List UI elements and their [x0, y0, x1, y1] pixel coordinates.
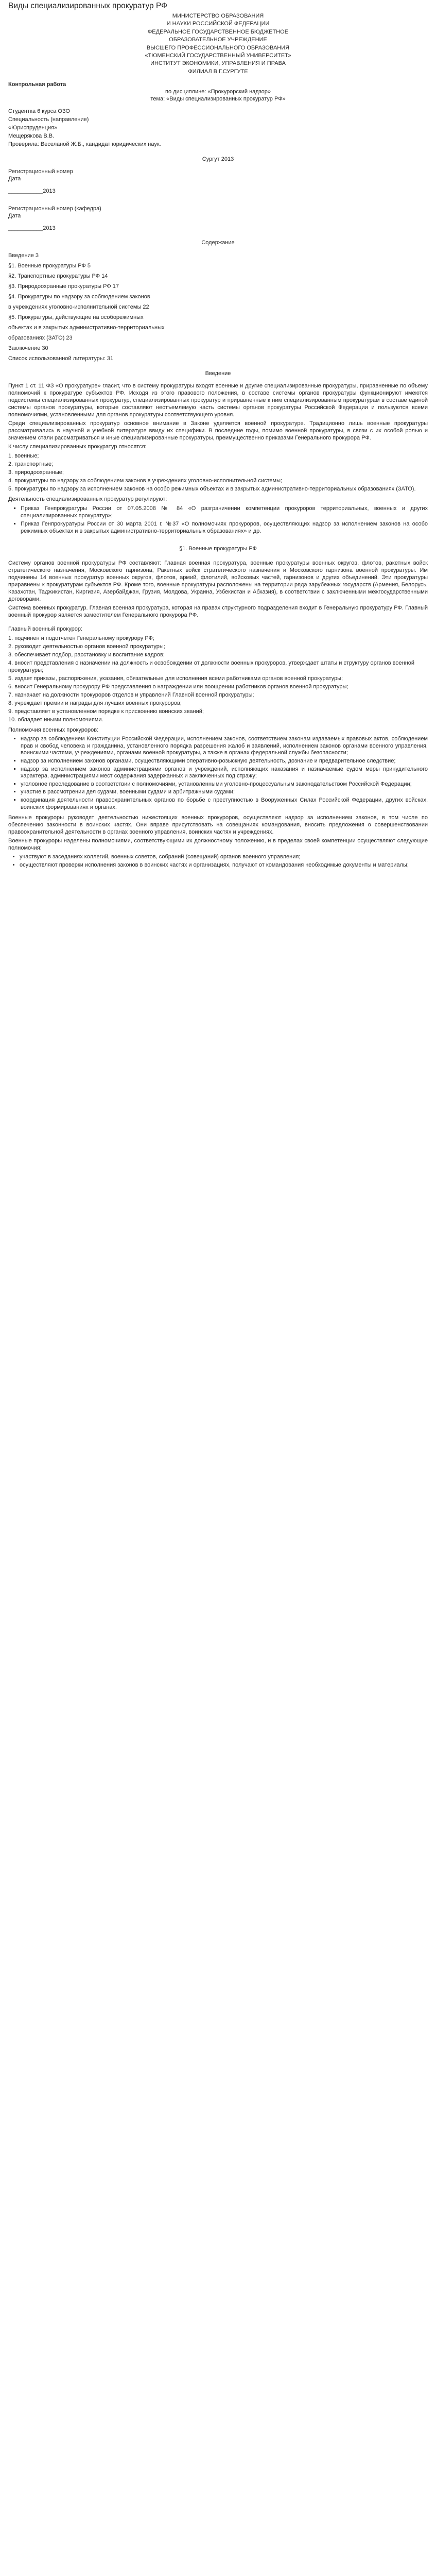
list-item: 1. подчинен и подотчетен Генеральному прокурору РФ;: [8, 635, 154, 642]
list-item: ▪ участие в рассмотрении дел судами, военными судами и арбитражными судами;: [21, 789, 428, 796]
list-item: ▪ Приказ Генпрокуратуры России от 30 марта 2001 г. №37 «О полномочиях прокуроров, осуществляющих надзор за исполнением законов на особо режимных объектах и в закрытых административно-территориальных образованиях» и др.: [21, 520, 428, 535]
registration-label: Регистрационный номер (кафедра): [8, 206, 101, 212]
header-line: ВЫСШЕГО ПРОФЕССИОНАЛЬНОГО ОБРАЗОВАНИЯ: [146, 44, 290, 51]
list-heading: Полномочия военных прокуроров:: [8, 727, 99, 734]
regulation-sources-list: [8, 505, 428, 535]
prosecutor-types-list: [8, 452, 428, 493]
header-line: ФИЛИАЛ В Г.СУРГУТЕ: [188, 68, 248, 75]
intro-paragraph: К числу специализированных прокуратур относятся:: [8, 444, 147, 450]
list-item: 2. транспортные;: [8, 461, 54, 468]
list-item: 5. издает приказы, распоряжения, указания, обязательные для исполнения всеми работниками органов военной прокуратуры;: [8, 675, 343, 682]
section-paragraph: Военные прокуроры наделены полномочиями, соответствующими их должностному положению, и в пределах своей компетенции осуществляют следующие полномочия:: [8, 838, 428, 852]
list-item: ▪ надзор за исполнением законов администрациями органов и учреждений, исполняющих наказания и назначаемые судом меры принудительного характера, администрациями мест содержания задержанных и заключенных под стражу;: [21, 766, 428, 780]
header-line: ФЕДЕРАЛЬНОЕ ГОСУДАРСТВЕННОЕ БЮДЖЕТНОЕ: [147, 28, 289, 35]
header-line: «ТЮМЕНСКИЙ ГОСУДАРСТВЕННЫЙ УНИВЕРСИТЕТ»: [145, 53, 291, 59]
date-label: Дата: [8, 176, 21, 182]
list-item: 7. назначает на должности прокуроров отделов и управлений Главной военной прокуратуры;: [8, 692, 254, 699]
list-heading: Главный военный прокурор:: [8, 626, 83, 633]
header-line: ОБРАЗОВАТЕЛЬНОЕ УЧРЕЖДЕНИЕ: [169, 37, 267, 43]
list-item: 5. прокуратуры по надзору за исполнением законов на особо режимных объектах и в закрытых административно-территориальных образованиях (ЗАТО).: [8, 486, 416, 493]
section-title: §1. Военные прокуратуры РФ: [179, 546, 257, 552]
intro-title: Введение: [205, 370, 231, 377]
registration-block: [8, 168, 428, 195]
chief-prosecutor-powers-list: [8, 635, 428, 723]
list-item: 1. военные;: [8, 453, 39, 460]
header-line: ИНСТИТУТ ЭКОНОМИКИ, УПРАВЛЕНИЯ И ПРАВА: [150, 60, 286, 67]
page-title: Виды специализированных прокуратур РФ: [8, 2, 167, 10]
university-header: [8, 12, 428, 76]
toc-title: Содержание: [201, 240, 235, 246]
student-line: Мещерякова В.В.: [8, 133, 55, 140]
toc-item[interactable]: §5. Прокуратуры, действующие на особорежимных: [8, 314, 144, 321]
powers-bullet-list: [8, 853, 428, 869]
list-item: • участвуют в заседаниях коллегий, военных советов, собраний (совещаний) органов военного управления;: [20, 853, 428, 860]
list-item: • осуществляют проверки исполнения законов в воинских частях и организациях, получают от командования необходимые документы и материалы;: [20, 861, 428, 869]
list-item: 6. вносит Генеральному прокурору РФ представления о награждении или поощрении работников органов военной прокуратуры;: [8, 684, 348, 690]
section-paragraph: Военные прокуроры руководят деятельностью нижестоящих военных прокуроров, осуществляют надзор за исполнением законов, в том числе по обеспечению законности в воинских частях. Они вправе присутствовать на совещаниях командования, вносить предложения о совершенствовании правоохранительной деятельности в органах военного управления, воинских частях и учреждениях.: [8, 815, 428, 836]
registration-block-department: [8, 205, 428, 232]
discipline: по дисциплине: «Прокурорский надзор»: [165, 89, 271, 95]
section-paragraph: Система военных прокуратур. Главная военная прокуратура, которая на правах структурного подразделения входит в Генеральную прокуратуру РФ. Главный военный прокурор является заместителем Генерального прокурора РФ.: [8, 605, 428, 619]
list-item: 4. прокуратуры по надзору за соблюдением законов в учреждениях уголовно-исполнительной системы;: [8, 478, 283, 484]
toc-item[interactable]: образованиях (ЗАТО) 23: [8, 335, 73, 342]
intro-paragraph: Деятельность специализированных прокуратур регулируют:: [8, 496, 167, 503]
toc-item[interactable]: Список использованной литературы: 31: [8, 355, 114, 362]
student-line: Студентка 6 курса ОЗО: [8, 108, 71, 115]
toc-item[interactable]: в учреждениях уголовно-исполнительной системы 22: [8, 304, 149, 311]
header-line: МИНИСТЕРСТВО ОБРАЗОВАНИЯ: [172, 13, 264, 19]
toc-item[interactable]: §2. Транспортные прокуратуры РФ 14: [8, 273, 108, 280]
military-prosecutor-functions-list: [8, 736, 428, 811]
toc-item[interactable]: §3. Природоохранные прокуратуры РФ 17: [8, 283, 119, 290]
list-item: ▪ надзор за соблюдением Конституции Российской Федерации, исполнением законов, соответствием законам издаваемых правовых актов, соблюдением прав и свобод человека и гражданина, установленного порядка разрешения жалоб и заявлений, исполнением законов органами военного управления, воинскими частями, учреждениями, органами военной прокуратуры, а также в органах федеральной службы безопасности;: [21, 736, 428, 757]
topic: тема: «Виды специализированных прокуратур РФ»: [150, 96, 286, 103]
student-line: Специальность (направление): [8, 116, 89, 123]
list-item: 9. представляет в установленном порядке к присвоению воинских званий;: [8, 708, 204, 715]
date-line: ___________2013: [8, 225, 56, 232]
list-item: ▪ координация деятельности правоохранительных органов по борьбе с преступностью в Вооруженных Силах Российской Федерации, других войсках, воинских формированиях и органах.: [21, 797, 428, 811]
date-label: Дата: [8, 213, 21, 219]
list-item: ▪ уголовное преследование в соответствии с полномочиями, установленными уголовно-процессуальным законодательством Российской Федерации;: [21, 781, 428, 788]
student-line: Проверила: Веселаной Ж.Б., кандидат юридических наук.: [8, 141, 161, 148]
list-item: 4. вносит представления о назначении на должность и освобождении от должности военных прокуроров, утверждает штаты и структуру органов военной прокуратуры;: [8, 660, 415, 674]
list-item: 3. обеспечивает подбор, расстановку и воспитание кадров;: [8, 652, 165, 658]
intro-paragraph: Среди специализированных прокуратур основное внимание в Законе уделяется военной прокуратуре. Традиционно лишь военные прокуратуры рассматривались в научной и учебной литературе ввиду их специфики. В последние годы, помимо военной прокуратуры, в связи с их особой ролью и значением стали рассматриваться и иные специализированные прокуратуры, преимущественно приказами Генерального прокурора РФ.: [8, 420, 428, 442]
intro-paragraph: Пункт 1 ст. 11 ФЗ «О прокуратуре» гласит, что в систему прокуратуры входят военные и другие специализированные прокуратуры, приравненные по объему полномочий к прокуратуре субъектов РФ. Исходя из этого правового положения, в составе системы органов прокуратуры функционируют имеются подсистемы специализированных прокуратур, специализированных прокуратур и приравненные к ним специализированным прокуратурам в составе единой системы органов прокуратуры, которые составляют неотъемлемую часть системы органов прокуратуры Российской Федерации и пользуются всеми полномочиями, установленными для органов прокуратуры соответствующего уровня.: [8, 383, 428, 418]
toc-item[interactable]: Введение 3: [8, 252, 39, 259]
city-year: Сургут 2013: [202, 156, 234, 163]
list-item: 8. учреждает премии и награды для лучших военных прокуроров;: [8, 700, 182, 707]
toc-item[interactable]: Заключение 30: [8, 345, 48, 352]
section-paragraph: Систему органов военной прокуратуры РФ составляют: Главная военная прокуратура, военные прокуратуры военных округов, флотов, ракетных войск стратегического назначения, Московского гарнизона, Ракетных войск стратегического назначения и Московского гарнизона военной прокуратуры. Им подчинены 14 военных прокуратур военных округов, флотов, армий, флотилий, войсковых частей, гарнизонов и других объединений. Эти прокуратуры приравнены к прокуратурам субъектов РФ. Кроме того, военные прокуратуры расположены на территории ряда зарубежных государств (Армения, Белорусь, Казахстан, Таджикистан, Киргизия, Азербайджан, Грузия, Молдова, Украина, Узбекистан и Абхазия), в соответствии с заключенными межгосударственными договорами.: [8, 560, 428, 603]
list-item: ▪ надзор за исполнением законов органами, осуществляющими оперативно-розыскную деятельность, дознание и предварительное следствие;: [21, 758, 428, 765]
list-item: 3. природоохранные;: [8, 469, 64, 476]
list-item: 2. руководит деятельностью органов военной прокуратуры;: [8, 643, 165, 650]
toc-item[interactable]: §4. Прокуратуры по надзору за соблюдением законов: [8, 294, 150, 300]
student-line: «Юриспруденция»: [8, 125, 58, 131]
date-line: ___________2013: [8, 188, 56, 195]
header-line: И НАУКИ РОССИЙСКОЙ ФЕДЕРАЦИИ: [166, 21, 270, 27]
list-item: 10. обладает иными полномочиями.: [8, 717, 103, 723]
list-item: ▪ Приказ Генпрокуратуры России от 07.05.2008 № 84 «О разграничении компетенции прокуроров территориальных, военных и других специализированных прокуратур»;: [21, 505, 428, 519]
toc-item[interactable]: объектах и в закрытых административно-территориальных: [8, 325, 165, 331]
table-of-contents: [8, 251, 428, 363]
toc-item[interactable]: §1. Военные прокуратуры РФ 5: [8, 263, 91, 269]
student-info: [8, 107, 428, 148]
work-type: Контрольная работа: [8, 81, 66, 88]
document: [0, 0, 436, 884]
registration-label: Регистрационный номер: [8, 168, 73, 175]
